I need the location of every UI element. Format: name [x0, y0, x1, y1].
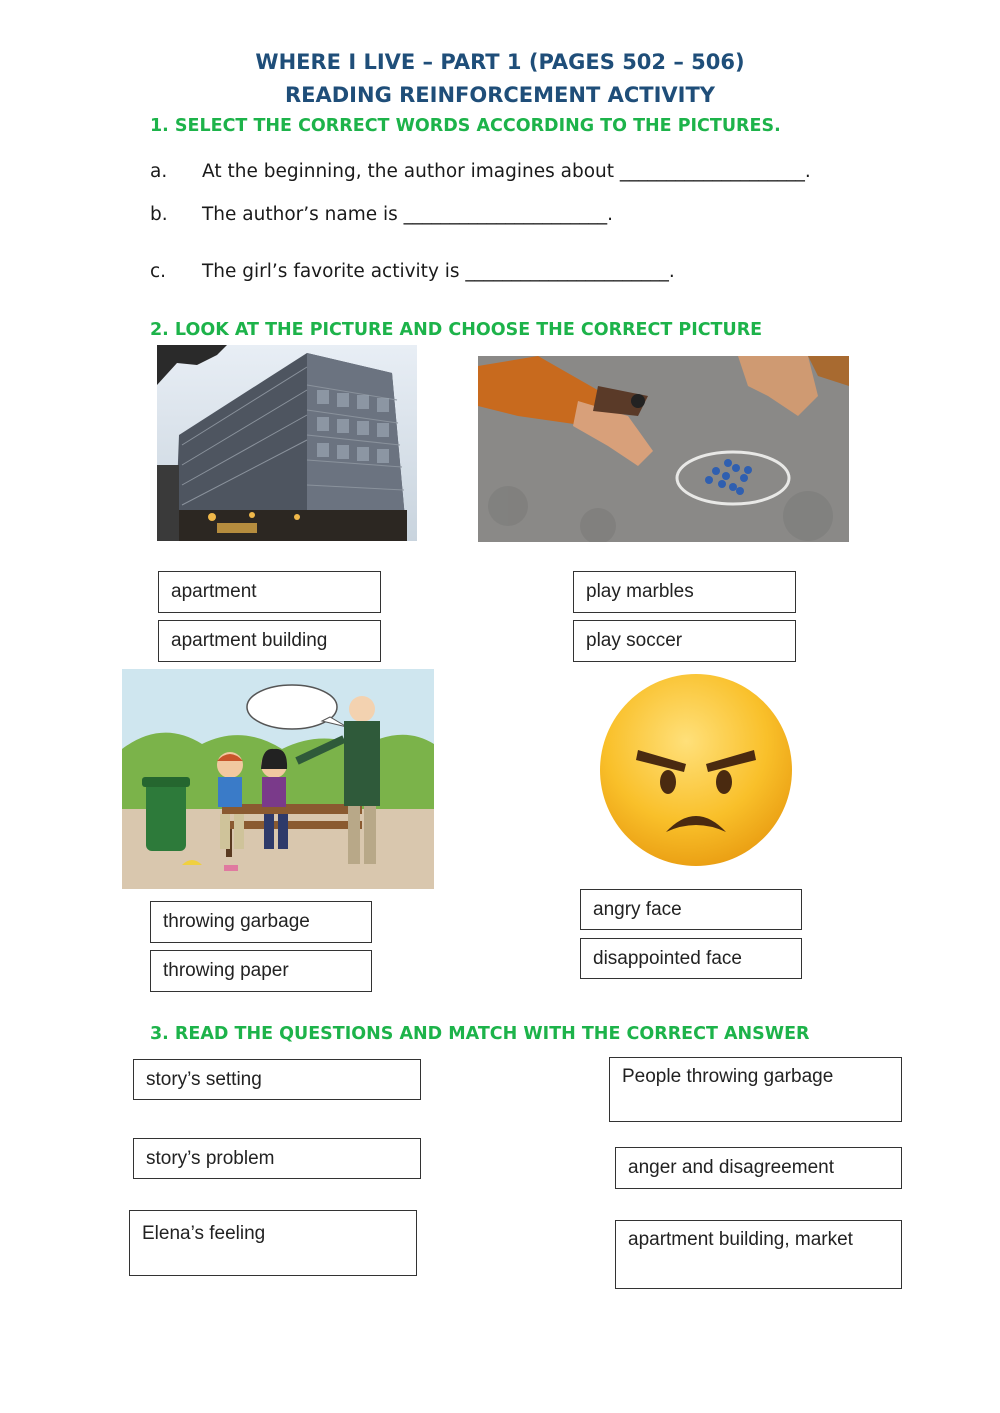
question-b	[0, 204, 1000, 230]
match-question-feeling[interactable]: Elena’s feeling	[129, 1210, 417, 1276]
option-angry-face[interactable]: angry face	[580, 889, 802, 930]
match-answer-garbage[interactable]: People throwing garbage	[609, 1057, 902, 1122]
question-letter: b.	[150, 204, 168, 225]
apartment-building-photo	[157, 345, 417, 541]
question-text[interactable]: The girl’s favorite activity is ______________________.	[202, 261, 675, 282]
question-text[interactable]: At the beginning, the author imagines about ____________________.	[202, 161, 811, 182]
option-throwing-garbage[interactable]: throwing garbage	[150, 901, 372, 943]
section-1-heading: 1. SELECT THE CORRECT WORDS ACCORDING TO THE PICTURES.	[150, 116, 781, 136]
section-3-heading: 3. READ THE QUESTIONS AND MATCH WITH THE CORRECT ANSWER	[150, 1024, 810, 1044]
match-answer-apartment[interactable]: apartment building, market	[615, 1220, 902, 1289]
marbles-photo	[478, 356, 849, 542]
option-play-marbles[interactable]: play marbles	[573, 571, 796, 613]
option-apartment-building[interactable]: apartment building	[158, 620, 381, 662]
match-question-setting[interactable]: story’s setting	[133, 1059, 421, 1100]
match-question-problem[interactable]: story’s problem	[133, 1138, 421, 1179]
option-apartment[interactable]: apartment	[158, 571, 381, 613]
worksheet-subtitle: READING REINFORCEMENT ACTIVITY	[284, 83, 716, 107]
question-text[interactable]: The author’s name is ______________________.	[202, 204, 614, 225]
option-throwing-paper[interactable]: throwing paper	[150, 950, 372, 992]
match-answer-anger[interactable]: anger and disagreement	[615, 1147, 902, 1189]
option-play-soccer[interactable]: play soccer	[573, 620, 796, 662]
question-a	[0, 161, 1000, 187]
worksheet-title: WHERE I LIVE – PART 1 (PAGES 502 – 506)	[255, 50, 745, 74]
question-c	[0, 261, 1000, 287]
park-garbage-illustration	[122, 669, 434, 889]
question-letter: a.	[150, 161, 168, 182]
section-2-heading: 2. LOOK AT THE PICTURE AND CHOOSE THE CORRECT PICTURE	[150, 320, 763, 340]
question-letter: c.	[150, 261, 167, 282]
option-disappointed-face[interactable]: disappointed face	[580, 938, 802, 979]
angry-face-emoji	[598, 672, 794, 868]
